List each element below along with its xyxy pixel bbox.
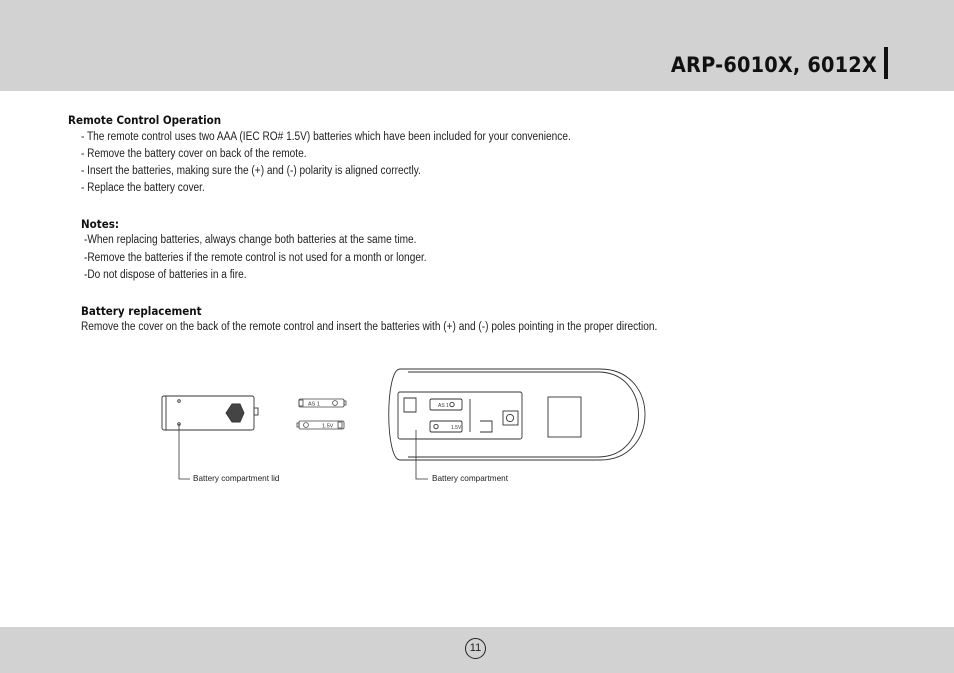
remote-operation-line-3: - Insert the batteries, making sure the (+) and (-) polarity is aligned correctly.: [81, 165, 421, 177]
remote-operation-line-2: - Remove the battery cover on back of the remote.: [81, 148, 307, 160]
notes-line-1: -When replacing batteries, always change both batteries at the same time.: [84, 234, 417, 246]
notes-heading: Notes:: [81, 217, 120, 231]
battery-top-label: AS 1: [308, 401, 320, 408]
remote-operation-line-4: - Replace the battery cover.: [81, 182, 205, 194]
battery-bottom-label: 1.5V: [322, 423, 334, 430]
model-title: ARP-6010X, 6012X: [670, 53, 877, 77]
page-number: 11: [465, 638, 486, 659]
remote-operation-line-1: - The remote control uses two AAA (IEC RO# 1.5V) batteries which have been included for your convenience.: [81, 131, 571, 143]
compartment-battery-bottom-label: 1.5V: [451, 425, 462, 431]
notes-line-2: -Remove the batteries if the remote control is not used for a month or longer.: [84, 252, 427, 264]
remote-back-illustration: [389, 369, 645, 460]
compartment-battery-top-label: AS 1: [438, 403, 449, 409]
battery-lid-illustration: [162, 396, 258, 430]
battery-bottom-illustration: [297, 421, 344, 429]
lid-leader-line: [179, 424, 190, 479]
battery-replacement-text: Remove the cover on the back of the remote control and insert the batteries with (+) and (-) poles pointing in the proper direction.: [81, 321, 658, 333]
remote-operation-heading: Remote Control Operation: [68, 113, 222, 127]
notes-line-3: -Do not dispose of batteries in a fire.: [84, 269, 247, 281]
lid-label: Battery compartment lid: [193, 474, 280, 483]
battery-replacement-heading: Battery replacement: [81, 304, 202, 318]
compartment-label: Battery compartment: [432, 474, 508, 483]
battery-top-illustration: [299, 399, 346, 407]
compartment-leader-line: [416, 430, 428, 479]
